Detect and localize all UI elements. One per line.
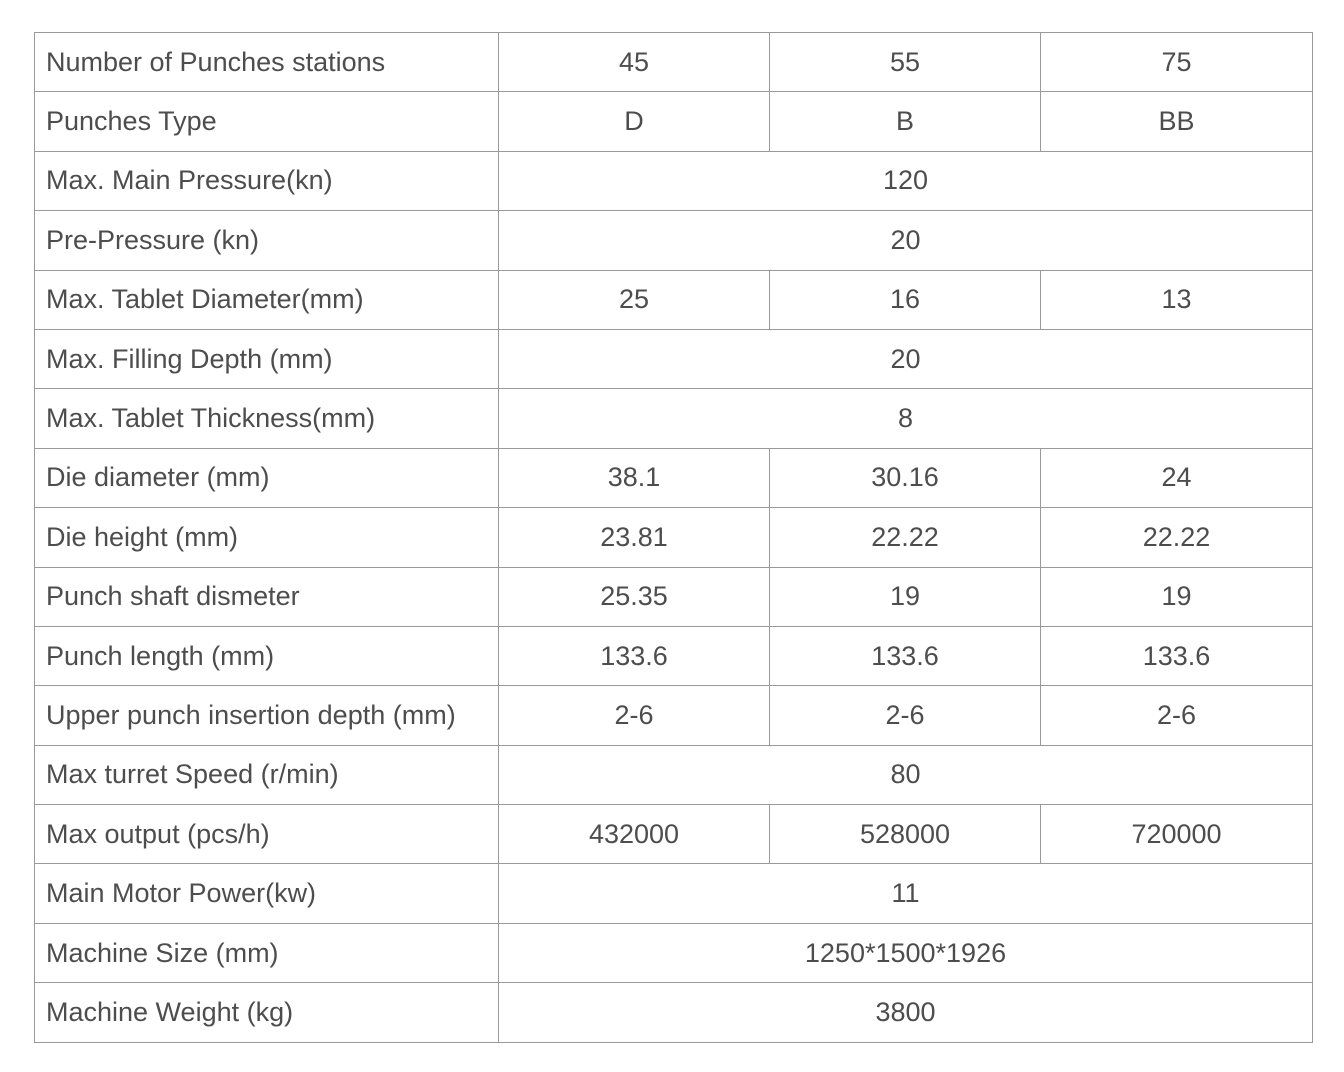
row-value-merged: 20 xyxy=(499,211,1313,270)
row-value: 13 xyxy=(1041,270,1313,329)
row-value: 55 xyxy=(770,33,1041,92)
table-row xyxy=(35,626,1313,685)
table-row xyxy=(35,567,1313,626)
row-label: Machine Weight (kg) xyxy=(35,983,499,1042)
row-value: 2-6 xyxy=(770,686,1041,745)
row-label: Max. Filling Depth (mm) xyxy=(35,329,499,388)
row-value: 432000 xyxy=(499,805,770,864)
row-label: Punch shaft dismeter xyxy=(35,567,499,626)
row-value: 30.16 xyxy=(770,448,1041,507)
row-value: 75 xyxy=(1041,33,1313,92)
table-row xyxy=(35,805,1313,864)
row-label: Main Motor Power(kw) xyxy=(35,864,499,923)
table-row xyxy=(35,151,1313,210)
row-value: 133.6 xyxy=(1041,626,1313,685)
row-label: Upper punch insertion depth (mm) xyxy=(35,686,499,745)
table-row xyxy=(35,686,1313,745)
row-label: Punch length (mm) xyxy=(35,626,499,685)
row-label: Die height (mm) xyxy=(35,508,499,567)
row-value-merged: 120 xyxy=(499,151,1313,210)
row-label: Max. Main Pressure(kn) xyxy=(35,151,499,210)
table-row xyxy=(35,983,1313,1042)
row-value: B xyxy=(770,92,1041,151)
row-value-merged: 8 xyxy=(499,389,1313,448)
row-value: 19 xyxy=(770,567,1041,626)
row-value: 2-6 xyxy=(1041,686,1313,745)
table-row xyxy=(35,389,1313,448)
row-value: 16 xyxy=(770,270,1041,329)
row-value: 133.6 xyxy=(770,626,1041,685)
table-row xyxy=(35,923,1313,982)
row-value: 38.1 xyxy=(499,448,770,507)
row-label: Max. Tablet Thickness(mm) xyxy=(35,389,499,448)
row-value: 22.22 xyxy=(1041,508,1313,567)
row-label: Number of Punches stations xyxy=(35,33,499,92)
row-label: Max output (pcs/h) xyxy=(35,805,499,864)
row-value: 720000 xyxy=(1041,805,1313,864)
table-row xyxy=(35,448,1313,507)
row-value: 528000 xyxy=(770,805,1041,864)
row-value-merged: 80 xyxy=(499,745,1313,804)
row-value: 24 xyxy=(1041,448,1313,507)
table-row xyxy=(35,270,1313,329)
row-value: 133.6 xyxy=(499,626,770,685)
table-row xyxy=(35,211,1313,270)
row-label: Max turret Speed (r/min) xyxy=(35,745,499,804)
row-value-merged: 11 xyxy=(499,864,1313,923)
row-value: BB xyxy=(1041,92,1313,151)
row-label: Machine Size (mm) xyxy=(35,923,499,982)
row-label: Die diameter (mm) xyxy=(35,448,499,507)
table-row xyxy=(35,864,1313,923)
table-row xyxy=(35,329,1313,388)
row-value: 25.35 xyxy=(499,567,770,626)
table-row xyxy=(35,508,1313,567)
row-value: 45 xyxy=(499,33,770,92)
row-value: 25 xyxy=(499,270,770,329)
row-label: Pre-Pressure (kn) xyxy=(35,211,499,270)
table-row xyxy=(35,33,1313,92)
table-row xyxy=(35,745,1313,804)
table-row xyxy=(35,92,1313,151)
row-value: 2-6 xyxy=(499,686,770,745)
spec-table-body xyxy=(35,33,1313,1043)
row-value-merged: 1250*1500*1926 xyxy=(499,923,1313,982)
row-label: Punches Type xyxy=(35,92,499,151)
row-label: Max. Tablet Diameter(mm) xyxy=(35,270,499,329)
row-value-merged: 20 xyxy=(499,329,1313,388)
row-value-merged: 3800 xyxy=(499,983,1313,1042)
row-value: 19 xyxy=(1041,567,1313,626)
row-value: 22.22 xyxy=(770,508,1041,567)
spec-table xyxy=(34,32,1313,1043)
row-value: D xyxy=(499,92,770,151)
row-value: 23.81 xyxy=(499,508,770,567)
